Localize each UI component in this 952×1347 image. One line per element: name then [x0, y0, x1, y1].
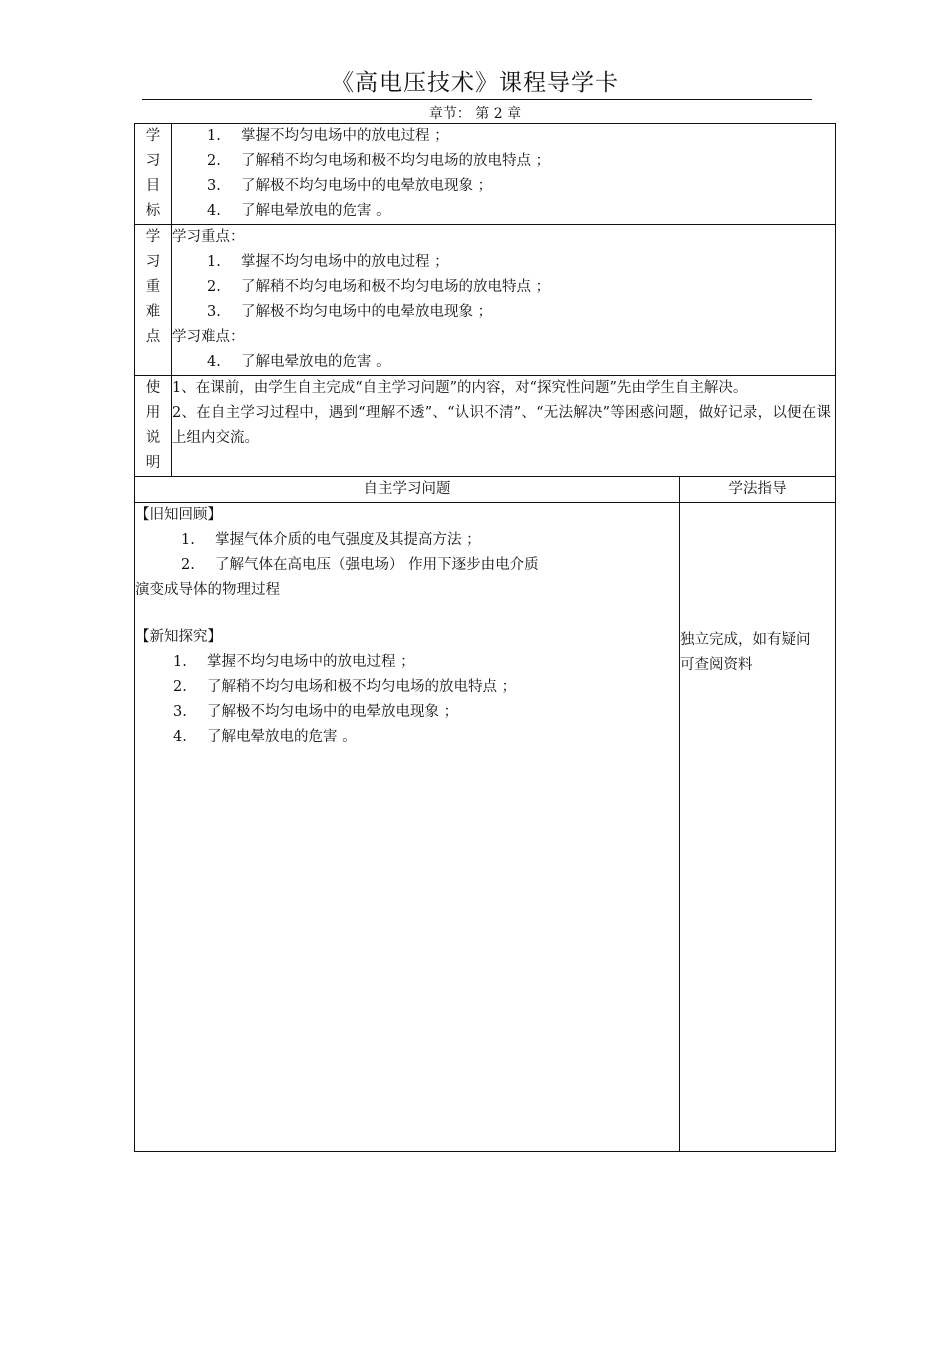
side-char: 点	[145, 329, 161, 345]
side-char: 学	[145, 229, 161, 245]
difficulty-label: 学习难点：	[172, 329, 245, 345]
item-text: 掌握不均匀电场中的放电过程 ；	[241, 254, 449, 270]
usage-paragraph-1: 1、在课前，由学生自主完成“自主学习问题”的内容，对“探究性问题”先由学生自主解决。	[172, 380, 748, 396]
usage-side-label	[135, 376, 172, 477]
focus-item	[172, 275, 835, 300]
goal-item	[172, 199, 835, 224]
side-char: 难	[145, 304, 161, 320]
item-number: 1.	[207, 254, 221, 270]
item-text: 了解稍不均匀电场和极不均匀电场的放电特点 ；	[241, 153, 551, 169]
explore-item	[135, 700, 679, 725]
item-number: 3.	[207, 178, 221, 194]
guide-card-table	[134, 123, 836, 1152]
item-text: 了解电晕放电的危害 。	[207, 729, 357, 745]
item-text: 了解电晕放电的危害 。	[241, 354, 391, 370]
item-number: 2.	[207, 279, 221, 295]
usage-row	[135, 376, 836, 477]
goal-item	[172, 149, 835, 174]
item-number: 4.	[173, 729, 187, 745]
item-number: 2.	[181, 557, 195, 573]
usage-paragraph-2: 2、在自主学习过程中，遇到“理解不透”、“认识不清”、“无法解决”等困惑问题，做好记录，以便在课上组内交流。	[172, 405, 832, 446]
review-continuation: 演变成导体的物理过程	[135, 582, 280, 598]
item-number: 4.	[207, 354, 221, 370]
goals-content	[172, 124, 836, 225]
usage-content	[172, 376, 836, 477]
item-number: 2.	[173, 679, 187, 695]
side-char: 目	[145, 178, 161, 194]
goals-side-label	[135, 124, 172, 225]
side-char: 习	[145, 153, 161, 169]
item-text: 了解极不均匀电场中的电晕放电现象 ；	[241, 178, 493, 194]
study-questions-header: 自主学习问题	[135, 477, 680, 503]
goal-item	[172, 174, 835, 199]
difficulty-item	[172, 350, 835, 375]
side-char: 学	[145, 128, 161, 144]
item-text: 了解极不均匀电场中的电晕放电现象 ；	[241, 304, 493, 320]
side-char: 习	[145, 254, 161, 270]
item-text: 了解气体在高电压（强电场） 作用下逐步由电介质	[215, 557, 539, 573]
focus-item	[172, 250, 835, 275]
review-item	[135, 528, 679, 553]
side-char: 重	[145, 279, 161, 295]
side-char: 明	[145, 455, 161, 471]
item-text: 了解稍不均匀电场和极不均匀电场的放电特点 ；	[241, 279, 551, 295]
explore-item	[135, 675, 679, 700]
item-number: 1.	[207, 128, 221, 144]
item-text: 掌握气体介质的电气强度及其提高方法 ；	[215, 532, 481, 548]
key-points-side-label	[135, 225, 172, 376]
side-char: 标	[145, 203, 161, 219]
side-char: 使	[145, 380, 161, 396]
key-points-row	[135, 225, 836, 376]
explore-item	[135, 725, 679, 750]
item-number: 3.	[207, 304, 221, 320]
key-points-content	[172, 225, 836, 376]
item-number: 3.	[173, 704, 187, 720]
side-char: 说	[145, 430, 161, 446]
item-number: 1.	[173, 654, 187, 670]
focus-item	[172, 300, 835, 325]
spacer	[135, 603, 679, 625]
explore-title: 【新知探究】	[135, 629, 222, 645]
explore-item	[135, 650, 679, 675]
review-item	[135, 553, 679, 578]
item-number: 4.	[207, 203, 221, 219]
study-header-row	[135, 477, 836, 503]
title-divider	[142, 99, 812, 100]
item-number: 1.	[181, 532, 195, 548]
chapter-label: 章节： 第 2 章	[428, 106, 522, 122]
study-questions-cell	[135, 503, 680, 1152]
goals-row	[135, 124, 836, 225]
method-guide-header: 学法指导	[680, 477, 836, 503]
review-title: 【旧知回顾】	[135, 507, 222, 523]
side-char: 用	[145, 405, 161, 421]
item-text: 了解极不均匀电场中的电晕放电现象 ；	[207, 704, 459, 720]
method-guide-text: 独立完成，如有疑问可查阅资料	[680, 632, 811, 673]
study-body-row	[135, 503, 836, 1152]
item-text: 了解电晕放电的危害 。	[241, 203, 391, 219]
item-text: 掌握不均匀电场中的放电过程 ；	[207, 654, 415, 670]
focus-label: 学习重点：	[172, 229, 245, 245]
goal-item	[172, 124, 835, 149]
method-guide-cell	[680, 503, 836, 1152]
page-title: 《高电压技术》课程导学卡	[331, 70, 619, 96]
item-number: 2.	[207, 153, 221, 169]
item-text: 了解稍不均匀电场和极不均匀电场的放电特点 ；	[207, 679, 517, 695]
item-text: 掌握不均匀电场中的放电过程 ；	[241, 128, 449, 144]
